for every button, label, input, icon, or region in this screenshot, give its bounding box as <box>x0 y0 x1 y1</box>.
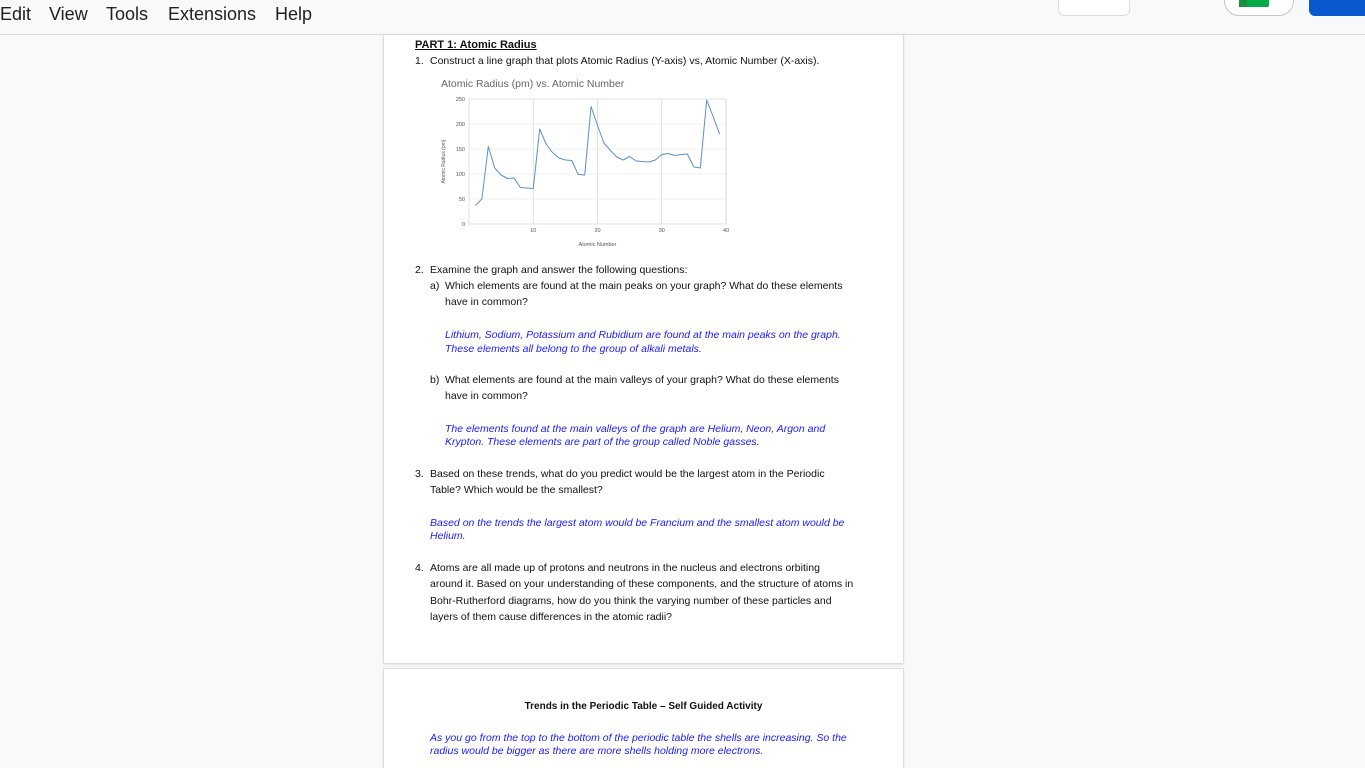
chart-y-tick-label: 50 <box>458 197 465 203</box>
q3-line-1: Based on these trends, what do you predict would be the largest atom in the Periodic <box>430 468 825 480</box>
q2b-label: b) <box>430 374 440 386</box>
chart-y-tick-label: 0 <box>461 222 465 228</box>
meet-button[interactable] <box>1224 0 1294 16</box>
q4-number: 4. <box>415 562 424 574</box>
q4-line-3: Bohr-Rutherford diagrams, how do you think the varying number of these particles and <box>430 595 832 607</box>
q1-number: 1. <box>415 55 424 67</box>
chart-y-tick-label: 100 <box>455 172 465 178</box>
q2-text: Examine the graph and answer the following questions: <box>430 264 688 276</box>
q4-line-4: layers of them cause differences in the atomic radii? <box>430 611 673 623</box>
answer-3-line-1: Based on the trends the largest atom would be Francium and the smallest atom would be <box>430 517 845 529</box>
page2-title: Trends in the Periodic Table – Self Guided Activity <box>524 701 763 712</box>
q1-text: Construct a line graph that plots Atomic Radius (Y-axis) vs, Atomic Number (X-axis). <box>430 55 820 67</box>
answer-a-line-2: These elements all belong to the group of alkali metals. <box>445 343 702 355</box>
chart-x-tick-label: 40 <box>722 228 730 234</box>
q3-number: 3. <box>415 468 424 480</box>
chart-y-tick-label: 200 <box>455 122 465 128</box>
q2a-label: a) <box>430 280 440 292</box>
page2-answer-line-1: As you go from the top to the bottom of the periodic table the shells are increasing. So the <box>430 732 847 744</box>
menu-help[interactable]: Help <box>275 4 313 24</box>
meet-icon-accent <box>1239 0 1247 7</box>
q2a-line-1: Which elements are found at the main peaks on your graph? What do these elements <box>445 280 843 292</box>
chart-x-tick-label: 10 <box>530 228 537 234</box>
answer-b-line-2: Krypton. These elements are part of the group called Noble gasses. <box>445 436 760 448</box>
answer-a-line-1: Lithium, Sodium, Potassium and Rubidium are found at the main peaks on the graph. <box>445 329 841 341</box>
menu-extensions[interactable]: Extensions <box>168 4 257 24</box>
answer-b-line-1: The elements found at the main valleys of the graph are Helium, Neon, Argon and <box>445 423 826 435</box>
q2b-line-2: have in common? <box>445 390 528 402</box>
atomic-radius-chart <box>436 75 736 253</box>
chart-y-tick-label: 150 <box>455 147 465 153</box>
chart-y-tick-label: 250 <box>455 97 465 103</box>
q3-line-2: Table? Which would be the smallest? <box>430 484 603 496</box>
q4-line-1: Atoms are all made up of protons and neutrons in the nucleus and electrons orbiting <box>430 562 820 574</box>
answer-3-line-2: Helium. <box>430 530 466 542</box>
share-button[interactable] <box>1309 0 1365 16</box>
chart-x-axis-label: Atomic Number <box>578 242 617 248</box>
q4-line-2: around it. Based on your understanding of these components, and the structure of atoms in <box>430 578 854 590</box>
q2-number: 2. <box>415 264 424 276</box>
chart-y-axis-label: Atomic Radius (pm) <box>441 139 447 184</box>
comments-icon[interactable] <box>1156 0 1180 6</box>
q2b-line-1: What elements are found at the main valleys of your graph? What do these elements <box>445 374 839 386</box>
q2a-line-2: have in common? <box>445 296 528 308</box>
menu-bar <box>0 0 1365 35</box>
chart-x-tick-label: 20 <box>594 228 601 234</box>
part-heading: PART 1: Atomic Radius <box>415 39 537 51</box>
menu-edit[interactable]: Edit <box>0 4 32 24</box>
page2-answer-line-2: radius would be bigger as there are more shells holding more electrons. <box>430 745 764 757</box>
chart-title: Atomic Radius (pm) vs. Atomic Number <box>441 78 625 90</box>
chart-x-tick-label: 30 <box>658 228 665 234</box>
toolbar-history-button[interactable] <box>1058 0 1130 16</box>
menu-tools[interactable]: Tools <box>106 4 149 24</box>
menu-view[interactable]: View <box>49 4 88 24</box>
